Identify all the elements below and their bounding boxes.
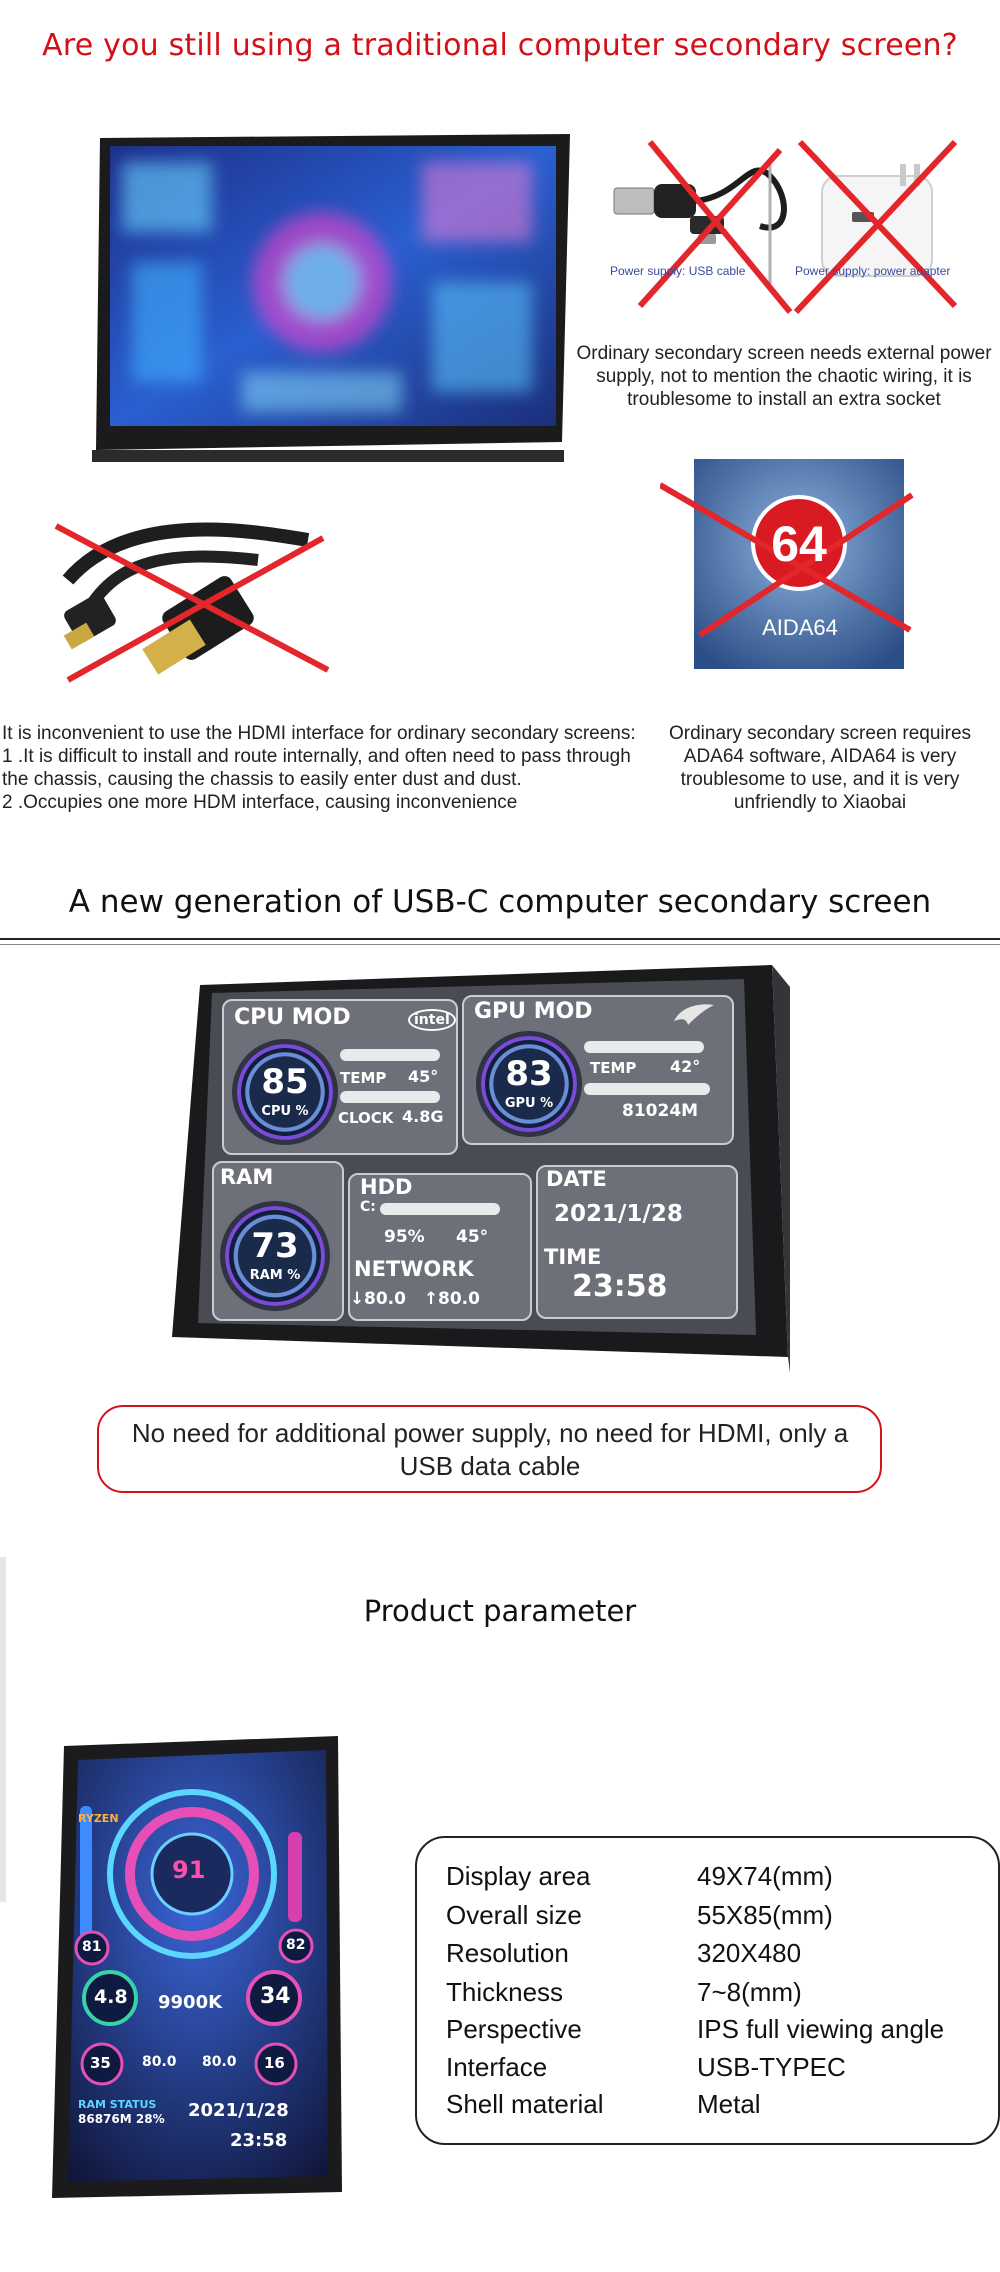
section-divider-thin [0, 944, 1000, 945]
gpu-unit: GPU % [504, 1096, 554, 1111]
param-label: Resolution [446, 1938, 569, 1968]
hdmi-caption [2, 722, 662, 814]
cpu-value: 85 [261, 1062, 309, 1102]
power-adapter-label: Power supply: power adapter [795, 264, 951, 278]
section1-title: Are you still using a traditional computer secondary screen? [42, 28, 958, 63]
device-time: 23:58 [230, 2130, 288, 2151]
hdmi-caption-line-2: 1 .It is difficult to install and route internally, and often need to pass through [2, 746, 631, 767]
param-value: Metal [697, 2089, 761, 2119]
gpu-mem-value: 81024M [622, 1101, 699, 1121]
section2-title: A new generation of USB-C computer secondary screen [68, 884, 932, 920]
hdmi-cable-image [48, 520, 338, 690]
net-down-value: 80.0 [364, 1289, 406, 1309]
hdd-usage: 95% [384, 1227, 425, 1247]
parameter-table [446, 1861, 986, 2131]
cpu-gauge [232, 1039, 338, 1145]
cpu-title: CPU MOD [234, 1005, 351, 1030]
hdd-drive: C: [360, 1199, 376, 1215]
ram-value: 73 [251, 1226, 299, 1266]
device-net-a: 80.0 [142, 2054, 177, 2070]
cpu-clock-value: 4.8G [402, 1107, 444, 1126]
network-title: NETWORK [354, 1257, 474, 1281]
date-title: DATE [546, 1167, 607, 1191]
param-value: 320X480 [697, 1938, 802, 1968]
ram-unit: RAM % [249, 1268, 301, 1283]
gpu-mem-bar [584, 1083, 710, 1095]
net-up-icon: ↑ [424, 1289, 439, 1309]
net-down-icon: ↓ [350, 1289, 365, 1309]
device-right-mid: 34 [260, 1984, 291, 2009]
cpu-clock-bar [340, 1091, 440, 1103]
param-label: Perspective [446, 2014, 582, 2044]
param-value: IPS full viewing angle [697, 2014, 945, 2044]
device-model: 9900K [158, 1992, 223, 2013]
device-ram-detail: 86876M 28% [78, 2112, 165, 2126]
callout-text: No need for additional power supply, no need for HDMI, only a USB data cable [131, 1418, 849, 1481]
device-left-top: 81 [82, 1939, 102, 1955]
date-value: 2021/1/28 [554, 1201, 683, 1227]
gpu-temp-label: TEMP [590, 1059, 637, 1077]
device-right-low: 16 [264, 2054, 285, 2072]
hdd-bar [380, 1203, 500, 1215]
device-left-low: 35 [90, 2054, 111, 2072]
aida64-badge: 64 [771, 516, 827, 572]
param-label: Display area [446, 1861, 591, 1891]
gpu-value: 83 [505, 1054, 553, 1094]
aida64-name: AIDA64 [762, 615, 838, 640]
cpu-temp-label: TEMP [340, 1069, 387, 1087]
power-supply-image [600, 136, 970, 316]
power-caption: Ordinary secondary screen needs external power supply, not to mention the chaotic wiring, it is troublesome to install an extra socket [576, 343, 992, 410]
hdd-title: HDD [360, 1175, 413, 1199]
gpu-temp-bar [584, 1041, 704, 1053]
usbc-screen-device [172, 965, 790, 1377]
power-usb-label: Power supply: USB cable [610, 264, 746, 278]
net-up-value: 80.0 [438, 1289, 480, 1309]
device-center-value: 91 [172, 1856, 206, 1884]
device-right-top: 82 [286, 1937, 306, 1953]
traditional-monitor-image [92, 132, 570, 462]
hdmi-caption-line-3: the chassis, causing the chassis to easily enter dust and dust. [2, 769, 522, 790]
gpu-title: GPU MOD [474, 999, 593, 1024]
param-label: Shell material [446, 2089, 604, 2119]
intel-logo: intel [408, 1009, 456, 1031]
device-net-b: 80.0 [202, 2054, 237, 2070]
time-title: TIME [544, 1245, 602, 1269]
gpu-gauge [476, 1031, 582, 1137]
rog-logo-icon [672, 1001, 716, 1027]
ram-gauge [220, 1201, 330, 1311]
param-label: Interface [446, 2052, 548, 2082]
section-divider [0, 938, 1000, 940]
cpu-unit: CPU % [261, 1104, 309, 1119]
device-ram-status: RAM STATUS [78, 2098, 157, 2111]
hdd-temp: 45° [456, 1227, 489, 1247]
device-left-mid: 4.8 [94, 1986, 128, 2008]
hdmi-caption-line-1: It is inconvenient to use the HDMI interface for ordinary secondary screens: [2, 723, 636, 744]
ram-title: RAM [220, 1165, 274, 1189]
aida64-caption: Ordinary secondary screen requires ADA64 software, AIDA64 is very troublesome to use, and it is very unfriendly to Xiaobai [668, 723, 972, 813]
hdmi-caption-line-4: 2 .Occupies one more HDM interface, causing inconvenience [2, 792, 518, 813]
section3-title: Product parameter [363, 1594, 637, 1628]
param-label: Thickness [446, 1977, 564, 2007]
cpu-temp-bar [340, 1049, 440, 1061]
time-value: 23:58 [572, 1269, 668, 1304]
device-date: 2021/1/28 [188, 2100, 289, 2121]
device-brand: RYZEN [78, 1812, 119, 1825]
param-value: 49X74(mm) [697, 1861, 833, 1891]
cpu-temp-value: 45° [408, 1067, 439, 1086]
param-value: USB-TYPEC [697, 2052, 846, 2082]
gpu-temp-value: 42° [670, 1057, 701, 1076]
cpu-clock-label: CLOCK [338, 1109, 394, 1127]
param-value: 55X85(mm) [697, 1900, 833, 1930]
param-value: 7~8(mm) [697, 1977, 802, 2007]
param-label: Overall size [446, 1900, 582, 1930]
portrait-screen-device [52, 1736, 342, 2198]
